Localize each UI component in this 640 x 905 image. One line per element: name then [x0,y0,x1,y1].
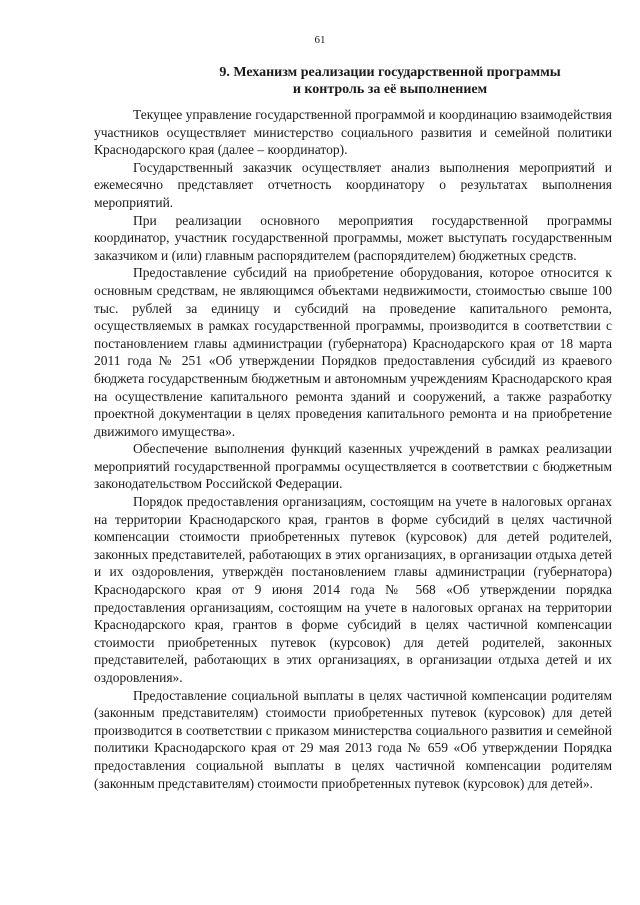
section-heading [150,64,630,98]
page-number: 61 [314,34,326,46]
paragraph-equipment-subsidies: Предоставление субсидий на приобретение оборудования, которое относится к основным средствам, не являющимся объектами недвижимости, стоимостью свыше 100 тыс. рублей за единицу и субсидий на проведение капитального ремонта, осуществляемых в рамках государственной программы, производится в соответствии с постановлением главы администрации (губернатора) Краснодарского края от 18 марта 2011 года № 251 «Об утверждении Порядков предоставления субсидий из краевого бюджета государственным бюджетным и автономным учреждениям Краснодарского края на осуществление капитального ремонта зданий и сооружений, а также разработку проектной документации в целях проведения капитального ремонта и на приобретение движимого имущества». [94,265,612,439]
section-heading-line-1: 9. Механизм реализации государственной программы [219,65,561,80]
paragraph-state-customer: Государственный заказчик осуществляет анализ выполнения мероприятий и ежемесячно представляет отчетность координатору о результатах выполнения мероприятий. [94,159,612,210]
paragraph-coordinator: Текущее управление государственной программой и координацию взаимодействия участников осуществляет министерство социального развития и семейной политики Краснодарского края (далее – координатор). [94,107,612,158]
paragraph-grants-procedure: Порядок предоставления организациям, состоящим на учете в налоговых органах на территории Краснодарского края, грантов в форме субсидий в целях частичной компенсации стоимости приобретенных путевок (курсовок) для детей родителей, законных представителей, работающих в этих организациях, в организации отдыха детей и их оздоровления, утверждён постановлением главы администрации (губернатора) Краснодарского края от 9 июня 2014 года № 568 «Об утверждении порядка предоставления организациям, состоящим на учете в налоговых органах на территории Краснодарского края, грантов в форме субсидий в целях частичной компенсации стоимости приобретенных путевок (курсовок) для детей родителей, законных представителей, работающих в этих организациях, в организации отдыха детей и их оздоровления». [94,494,612,685]
paragraph-main-activity: При реализации основного мероприятия государственной программы координатор, участник государственной программы, может выступать государственным заказчиком и (или) главным распорядителем (распорядителем) бюджетных средств. [94,212,612,263]
paragraph-social-payment: Предоставление социальной выплаты в целях частичной компенсации родителям (законным представителям) стоимости приобретенных путевок (курсовок) для детей производится в соответствии с приказом министерства социального развития и семейной политики Краснодарского края от 29 мая 2013 года № 659 «Об утверждении Порядка предоставления социальной выплаты в целях частичной компенсации родителям (законным представителям) стоимости приобретенных путевок (курсовок) для детей». [94,687,612,791]
body-text [94,106,612,792]
paragraph-state-institutions: Обеспечение выполнения функций казенных учреждений в рамках реализации мероприятий государственной программы осуществляется в соответствии с бюджетным законодательством Российской Федерации. [94,441,612,492]
section-heading-line-2: и контроль за её выполнением [292,82,488,97]
